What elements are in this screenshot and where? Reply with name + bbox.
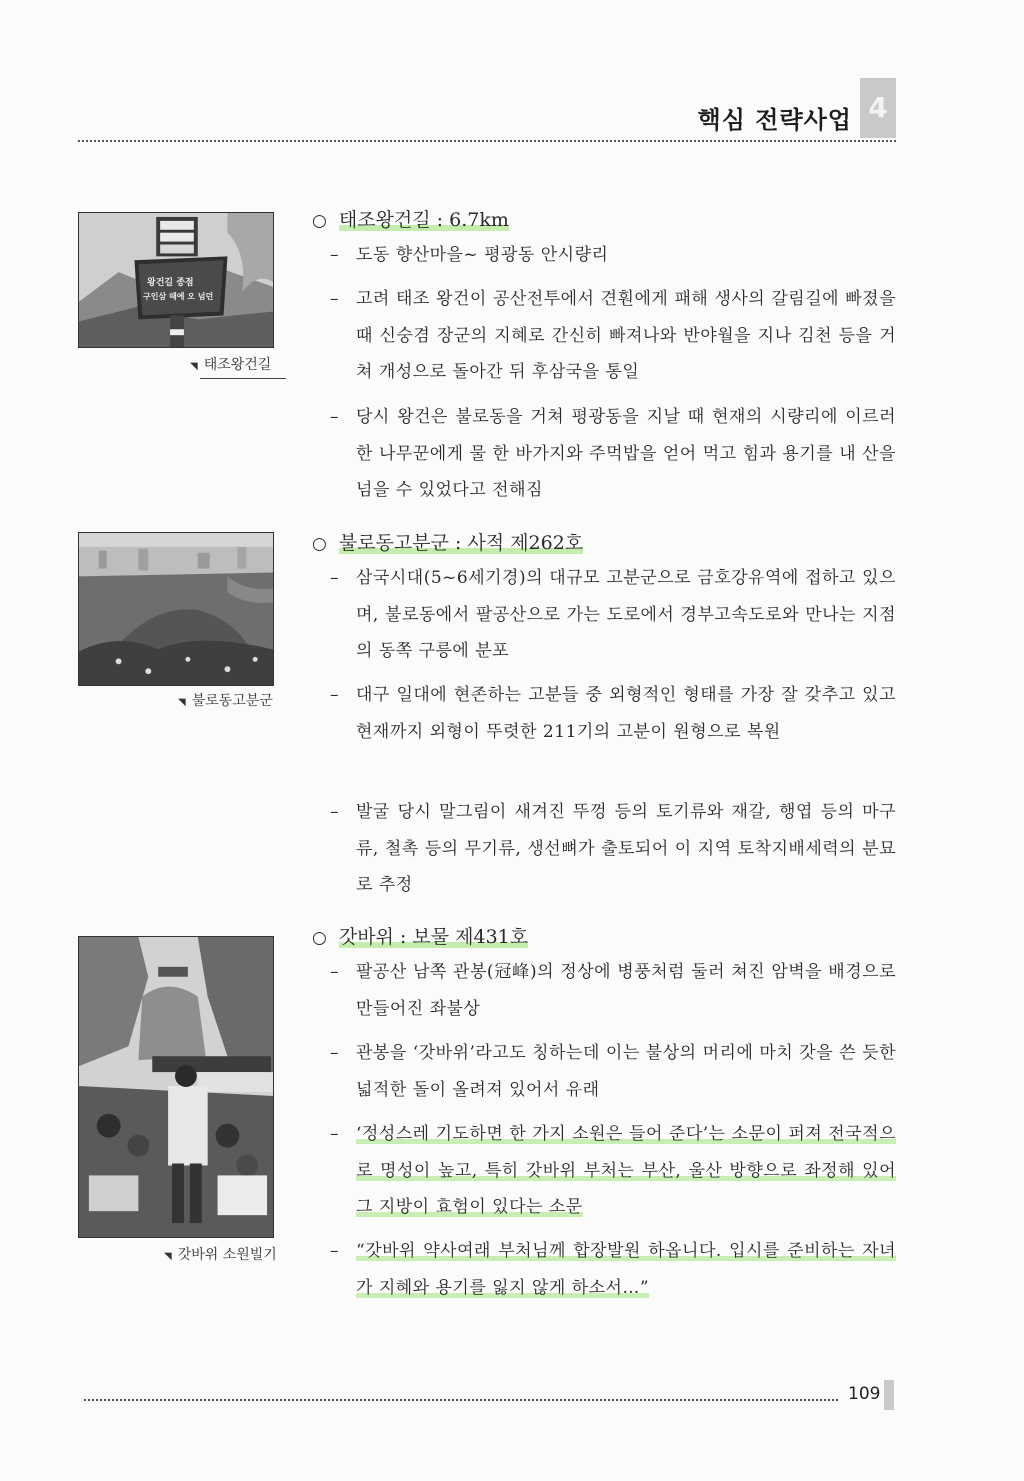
photo-caption-1: ◥ 태조왕건길 xyxy=(190,357,272,373)
section-title-gatbawi xyxy=(312,924,528,951)
caption-marker-icon: ◥ xyxy=(190,361,198,372)
section-title-taejo-wanggeon-trail xyxy=(312,207,509,234)
bullet-item: – 팔공산 남쪽 관봉(冠峰)의 정상에 병풍처럼 둘러 쳐진 암벽을 배경으로 만들어진 좌불상 xyxy=(330,962,896,1019)
section-title-text: 갓바위 : 보물 제431호 xyxy=(338,926,529,948)
photo-gatbawi-prayer xyxy=(78,936,274,1238)
caption-marker-icon: ◥ xyxy=(164,1251,172,1262)
sign-line-2: 구인삼 때에 오 넘던 xyxy=(143,292,214,301)
bullet-item-highlighted: – “갓바위 약사여래 부처님께 합장발원 하옵니다. 입시를 준비하는 자녀가 지혜와 용기를 잃지 않게 하소서…” xyxy=(330,1241,896,1298)
section-marker-icon: ○ xyxy=(312,534,327,554)
bullet-item: – 발굴 당시 말그림이 새겨진 뚜껑 등의 토기류와 재갈, 행엽 등의 마구류, 철촉 등의 무기류, 생선뼈가 출토되어 이 지역 토착지배세력의 분묘로 추정 xyxy=(330,802,896,895)
photo-caption-2: ◥ 불로동고분군 xyxy=(178,693,273,709)
bullet-item: – 당시 왕건은 불로동을 거쳐 평광동을 지날 때 현재의 시량리에 이르러 한 나무꾼에게 물 한 바가지와 주먹밥을 얻어 먹고 힘과 용기를 내 산을 넘을 수 있었다고 전해짐 xyxy=(330,407,896,500)
sign-line-1: 왕건길 종점 xyxy=(147,278,194,288)
header-title: 핵심 전략사업 xyxy=(697,106,852,134)
chapter-number-tab: 4 xyxy=(860,78,896,138)
section-title-text: 태조왕건길 : 6.7km xyxy=(338,209,509,231)
section-marker-icon: ○ xyxy=(312,928,327,948)
page-edge-tab xyxy=(884,1380,894,1410)
section-title-bulrodong-tumuli xyxy=(312,530,583,557)
page-header xyxy=(78,78,896,142)
photo-caption-3: ◥ 갓바위 소원빌기 xyxy=(164,1247,277,1263)
caption-marker-icon: ◥ xyxy=(178,697,186,708)
section-marker-icon: ○ xyxy=(312,211,327,231)
caption-underline xyxy=(200,378,286,379)
bullet-item: – 고려 태조 왕건이 공산전투에서 견훤에게 패해 생사의 갈림길에 빠졌을 때 신숭겸 장군의 지혜로 간신히 빠져나와 반야월을 지나 김천 등을 거쳐 개성으로 돌아간 뒤 후삼국을 통일 xyxy=(330,289,896,382)
bullet-item: – 관봉을 ‘갓바위’라고도 칭하는데 이는 불상의 머리에 마치 갓을 쓴 듯한 넓적한 돌이 올려져 있어서 유래 xyxy=(330,1043,896,1100)
section-title-text: 불로동고분군 : 사적 제262호 xyxy=(338,532,584,554)
photo-bulrodong-tumuli xyxy=(78,532,274,686)
bullet-item: – 대구 일대에 현존하는 고분들 중 외형적인 형태를 가장 잘 갖추고 있고 현재까지 외형이 뚜렷한 211기의 고분이 원형으로 복원 xyxy=(330,685,896,742)
bullet-item: – 삼국시대(5~6세기경)의 대규모 고분군으로 금호강유역에 접하고 있으며, 불로동에서 팔공산으로 가는 도로에서 경부고속도로와 만나는 지점의 동쪽 구릉에 분포 xyxy=(330,568,896,661)
bullet-item: – 도동 향산마을~ 평광동 안시량리 xyxy=(330,245,609,265)
footer-dotted-rule xyxy=(84,1399,838,1401)
page-number: 109 xyxy=(848,1384,881,1404)
tumuli-image xyxy=(79,533,273,685)
header-dotted-rule xyxy=(78,140,896,142)
photo-taejo-wanggeon-trail xyxy=(78,212,274,348)
gatbawi-image xyxy=(79,937,273,1237)
bullet-item-highlighted: – ‘정성스레 기도하면 한 가지 소원은 들어 준다’는 소문이 퍼져 전국적으로 명성이 높고, 특히 갓바위 부처는 부산, 울산 방향으로 좌정해 있어 그 지방이 효험이 있다는 소문 xyxy=(330,1124,896,1217)
